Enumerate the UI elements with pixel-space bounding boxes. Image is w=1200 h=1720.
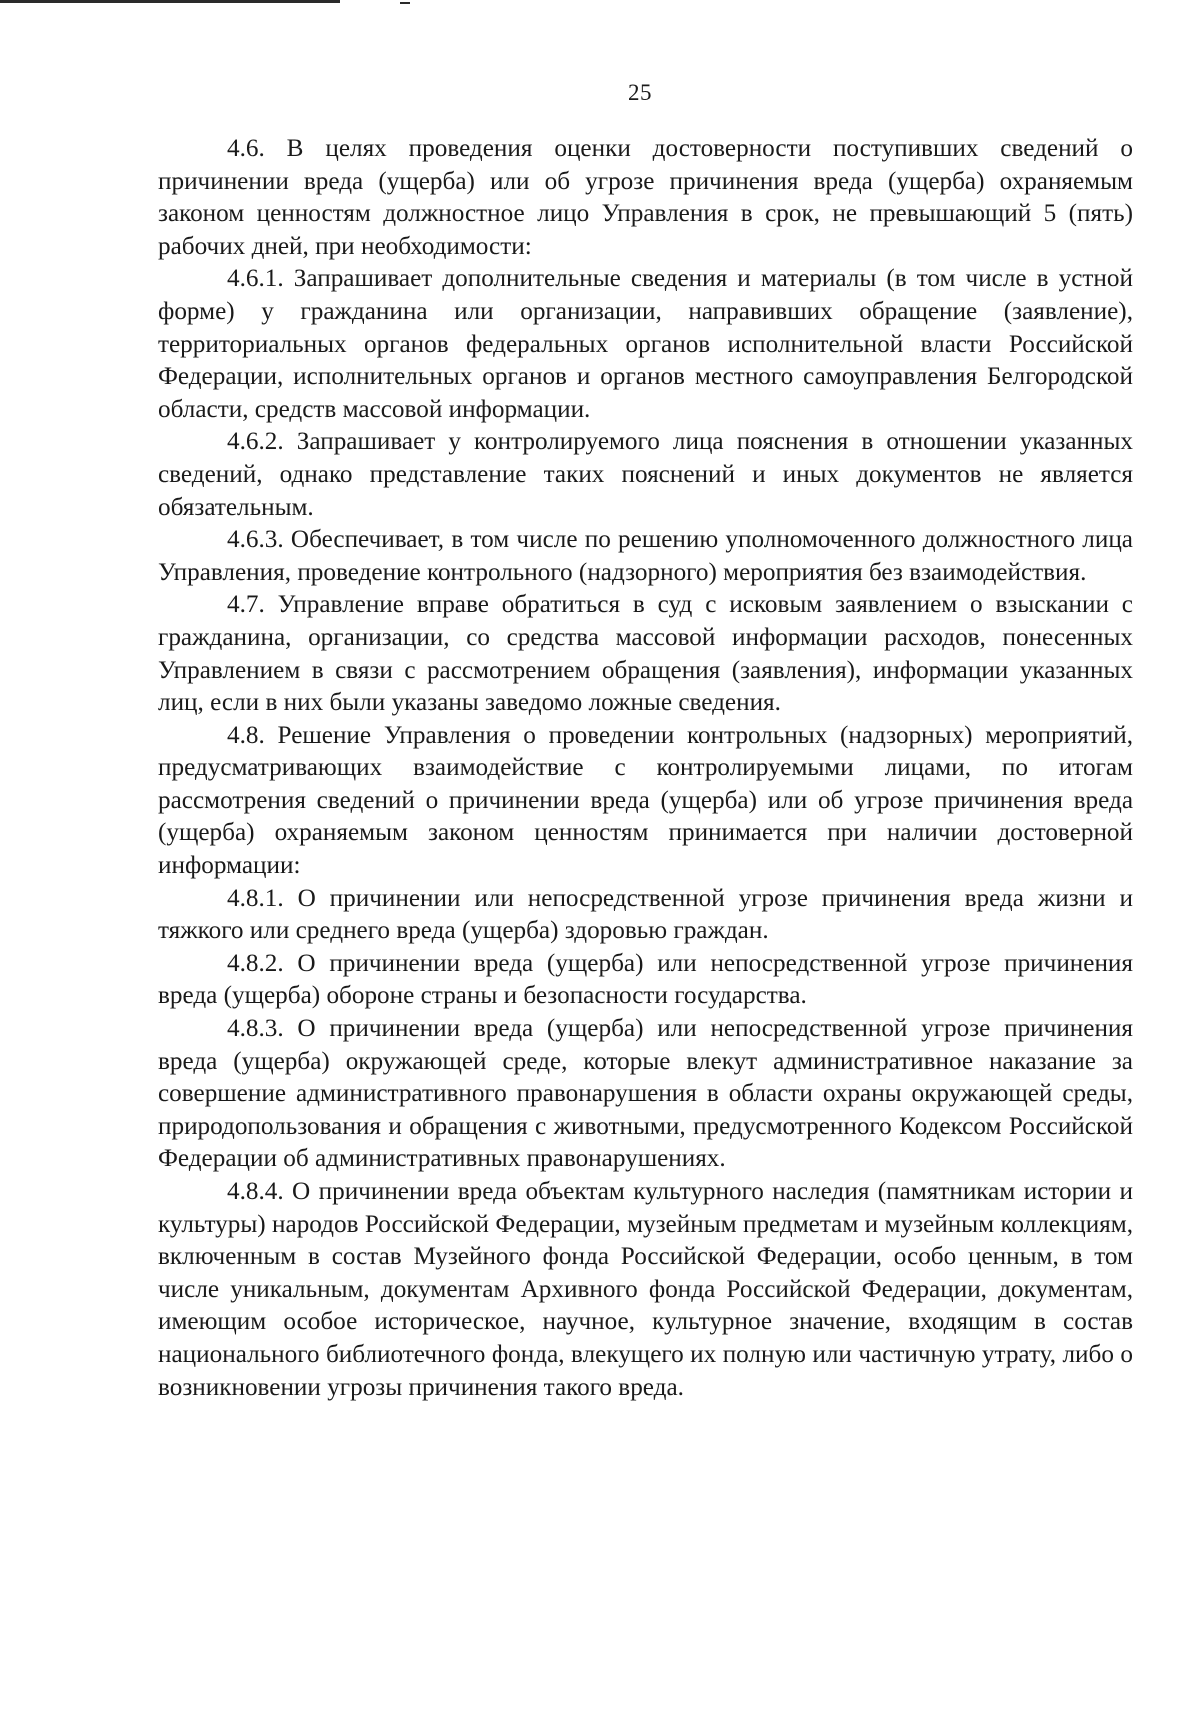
paragraph-4-8-3: 4.8.3. О причинении вреда (ущерба) или непосредственной угрозе причинения вреда (ущерба) окружающей среде, которые влекут административное наказание за совершение административного правонарушения в области охраны окружающей среды, природопользования и обращения с животными, предусмотренного Кодексом Российской Федерации об административных правонарушениях. [158,1015,1133,1173]
paragraph-4-6-3: 4.6.3. Обеспечивает, в том числе по решению уполномоченного должностного лица Управления, проведение контрольного (надзорного) мероприятия без взаимодействия. [158,526,1133,586]
paragraph-4-8-1: 4.8.1. О причинении или непосредственной угрозе причинения вреда жизни и тяжкого или среднего вреда (ущерба) здоровью граждан. [158,884,1133,945]
paragraph-4-8: 4.8. Решение Управления о проведении контрольных (надзорных) мероприятий, предусматривающих взаимодействие с контролируемыми лицами, по итогам рассмотрения сведений о причинении вреда (ущерба) или об угрозе причинения вреда (ущерба) охраняемым законом ценностям принимается при наличии достоверной информации: [158,721,1133,880]
scan-edge-mark [0,0,340,3]
document-body [158,133,1133,1404]
page-number: 25 [628,80,652,105]
paragraph-4-8-4: 4.8.4. О причинении вреда объектам культурного наследия (памятникам истории и культуры) народов Российской Федерации, музейным предметам и музейным коллекциям, включенным в состав Музейного фонда Российской Федерации, особо ценным, в том числе уникальным, документам Архивного фонда Российской Федерации, документам, имеющим особое историческое, научное, культурное значение, входящим в состав национального библиотечного фонда, влекущего их полную или частичную утрату, либо о возникновении угрозы причинения такого вреда. [158,1178,1133,1401]
paragraph-4-6-2: 4.6.2. Запрашивает у контролируемого лица пояснения в отношении указанных сведений, однако представление таких пояснений и иных документов не является обязательным. [158,428,1133,521]
scan-edge-mark [400,2,410,4]
paragraph-4-7: 4.7. Управление вправе обратиться в суд с исковым заявлением о взыскании с гражданина, организации, со средства массовой информации расходов, понесенных Управлением в связи с рассмотрением обращения (заявления), информации указанных лиц, если в них были указаны заведомо ложные сведения. [158,591,1133,717]
paragraph-4-6: 4.6. В целях проведения оценки достоверности поступивших сведений о причинении вреда (ущерба) или об угрозе причинения вреда (ущерба) охраняемым законом ценностям должностное лицо Управления в срок, не превышающий 5 (пять) рабочих дней, при необходимости: [158,135,1133,260]
paragraph-4-6-1: 4.6.1. Запрашивает дополнительные сведения и материалы (в том числе в устной форме) у гражданина или организации, направивших обращение (заявление), территориальных органов федеральных органов исполнительной власти Российской Федерации, исполнительных органов и органов местного самоуправления Белгородской области, средств массовой информации. [158,265,1133,423]
paragraph-4-8-2: 4.8.2. О причинении вреда (ущерба) или непосредственной угрозе причинения вреда (ущерба) обороне страны и безопасности государства. [158,949,1133,1010]
